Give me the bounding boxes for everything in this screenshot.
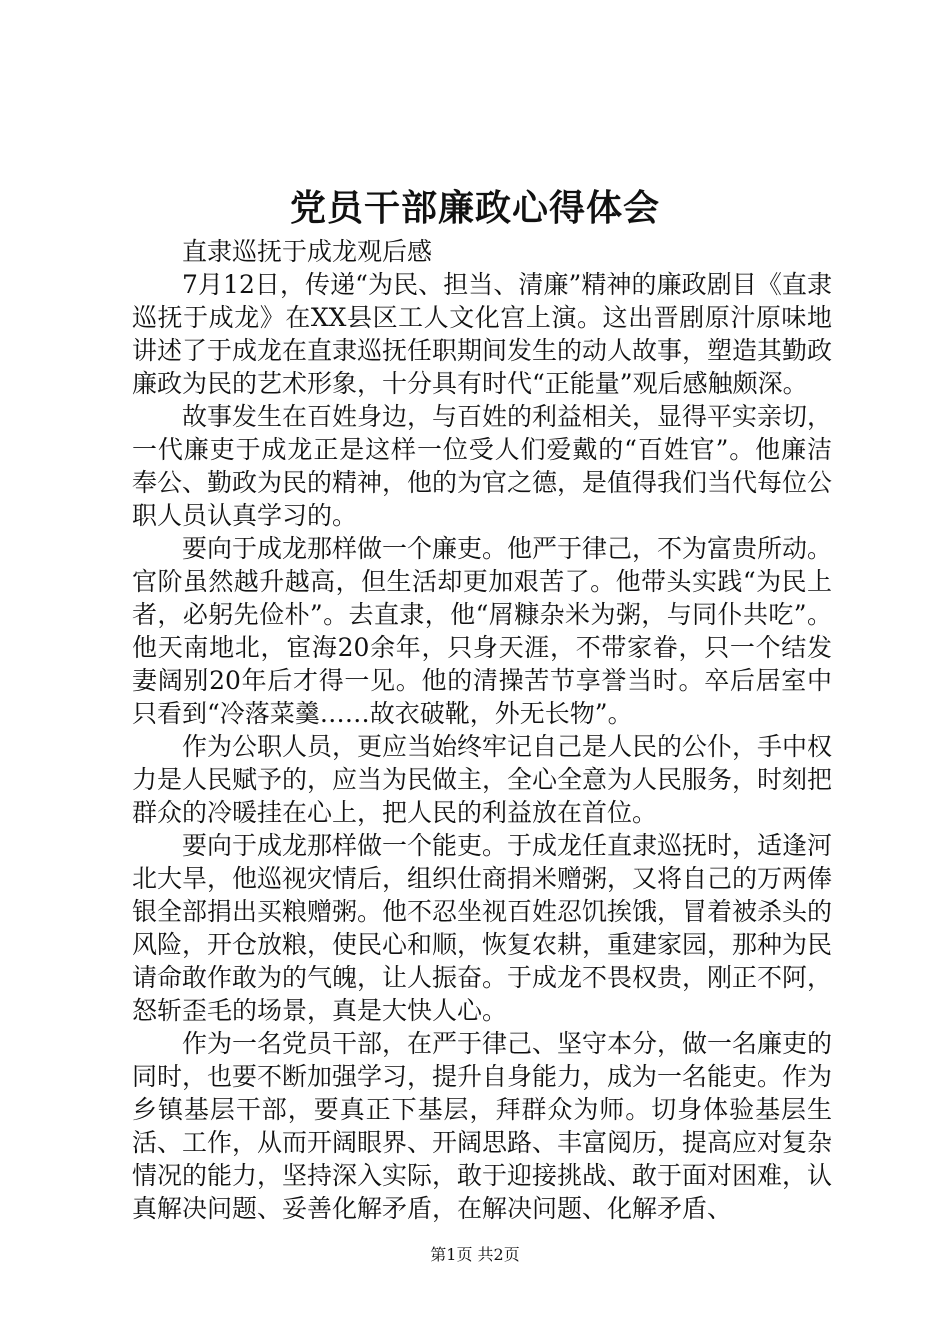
page-total: 共2页 <box>477 1245 520 1264</box>
body-paragraph: 作为一名党员干部，在严于律己、坚守本分，做一名廉吏的同时，也要不断加强学习，提升自身能力，成为一名能吏。作为乡镇基层干部，要真正下基层，拜群众为师。切身体验基层生活、工作，从而开阔眼界、开阔思路、丰富阅历，提高应对复杂情况的能力，坚持深入实际，敢于迎接挑战、敢于面对困难，认真解决问题、妥善化解矛盾，在解决问题、化解矛盾、 <box>132 1029 833 1223</box>
page-number: 第1页 <box>430 1245 473 1264</box>
page-footer <box>0 1243 950 1267</box>
body-paragraph: 故事发生在百姓身边，与百姓的利益相关，显得平实亲切，一代廉吏于成龙正是这样一位受人们爱戴的“百姓官”。他廉洁奉公、勤政为民的精神，他的为官之德，是值得我们当代每位公职人员认真学习的。 <box>132 402 833 530</box>
document-title: 党员干部廉政心得体会 <box>289 187 660 229</box>
document-body <box>132 235 832 1225</box>
body-paragraph: 7月12日，传递“为民、担当、清廉”精神的廉政剧目《直隶巡抚于成龙》在XX县区工人文化宫上演。这出晋剧原汁原味地讲述了于成龙在直隶巡抚任职期间发生的动人故事，塑造其勤政廉政为民的艺术形象，十分具有时代“正能量”观后感触颇深。 <box>132 270 833 398</box>
body-paragraph: 要向于成龙那样做一个能吏。于成龙任直隶巡抚时，适逢河北大旱，他巡视灾情后，组织仕商捐米赠粥，又将自己的万两俸银全部捐出买粮赠粥。他不忍坐视百姓忍饥挨饿，冒着被杀头的风险，开仓放粮，使民心和顺，恢复农耕，重建家园，那种为民请命敢作敢为的气魄，让人振奋。于成龙不畏权贵，刚正不阿，怒斩歪毛的场景，真是大快人心。 <box>132 831 833 1025</box>
subtitle-paragraph: 直隶巡抚于成龙观后感 <box>182 237 433 266</box>
body-paragraph: 要向于成龙那样做一个廉吏。他严于律己，不为富贵所动。官阶虽然越升越高，但生活却更加艰苦了。他带头实践“为民上者，必躬先俭朴”。去直隶，他“屑糠杂米为粥，与同仆共吃”。他天南地北，宦海20余年，只身天涯，不带家眷，只一个结发妻阔别20年后才得一见。他的清操苦节享誉当时。卒后居室中只看到“冷落菜羹……故衣破靴，外无长物”。 <box>132 534 833 728</box>
body-paragraph: 作为公职人员，更应当始终牢记自己是人民的公仆，手中权力是人民赋予的，应当为民做主，全心全意为人民服务，时刻把群众的冷暖挂在心上，把人民的利益放在首位。 <box>132 732 833 827</box>
